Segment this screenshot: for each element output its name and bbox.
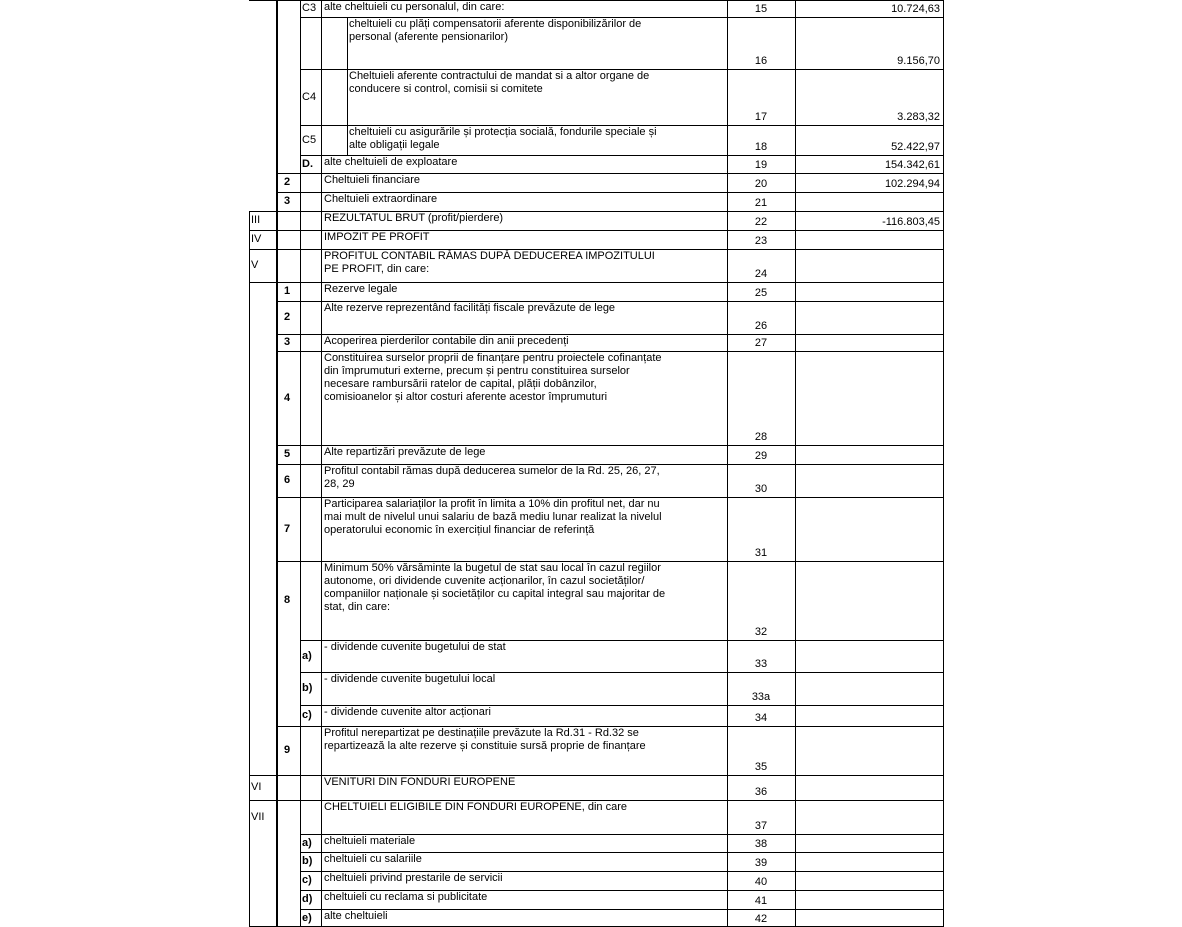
row-code: 21 <box>754 197 768 209</box>
row-value <box>796 282 940 300</box>
row-code: 30 <box>754 483 768 495</box>
grid-line-v <box>943 0 944 927</box>
row-text: REZULTATUL BRUT (profit/pierdere) <box>324 212 504 224</box>
row-code: 39 <box>754 857 768 869</box>
row-text: cheltuieli cu reclama si publicitate <box>324 891 488 903</box>
row-text: alte cheltuieli cu personalul, din care: <box>324 1 505 13</box>
row-sub: d) <box>302 893 313 905</box>
row-roman: IV <box>251 233 262 245</box>
row-text: VENITURI DIN FONDURI EUROPENE <box>324 776 516 788</box>
row-text: Alte repartizări prevăzute de lege <box>324 446 486 458</box>
row-code: 23 <box>754 235 768 247</box>
row-text: Cheltuieli aferente contractului de mandat si a altor organe de conducere si control, comisii si comitete <box>349 70 650 95</box>
row-value <box>796 640 940 671</box>
row-number: 3 <box>284 336 291 348</box>
row-text: alte cheltuieli <box>324 910 388 922</box>
row-value <box>796 464 940 496</box>
row-code: 28 <box>754 431 768 443</box>
row-sub: c) <box>302 874 312 886</box>
row-value <box>796 852 940 870</box>
row-text: alte cheltuieli de exploatare <box>324 156 458 168</box>
row-sub: b) <box>302 682 313 694</box>
row-text: CHELTUIELI ELIGIBILE DIN FONDURI EUROPENE, din care <box>324 801 627 813</box>
row-value <box>796 834 940 851</box>
row-code: 19 <box>754 159 768 171</box>
row-sub: D. <box>302 157 313 170</box>
row-value <box>796 445 940 463</box>
row-code: 34 <box>754 712 768 724</box>
row-value <box>796 775 940 799</box>
row-text: - dividende cuvenite altor acționari <box>324 706 491 718</box>
row-code: 16 <box>754 55 768 67</box>
row-value <box>796 909 940 926</box>
row-text: Participarea salariaților la profit în limita a 10% din profitul net, dar nu mai mult de nivelul unui salariu de bază mediu lunar realizat la nivelul operatorului economic în exercițiul financiar de referință <box>324 498 662 536</box>
row-code: 25 <box>754 287 768 299</box>
row-value: 52.422,97 <box>891 141 940 153</box>
row-code: 35 <box>754 761 768 773</box>
row-value: 10.724,63 <box>891 3 940 15</box>
row-text: cheltuieli privind prestarile de servicii <box>324 872 503 884</box>
row-text: Alte rezerve reprezentând facilități fiscale prevăzute de lege <box>324 302 616 314</box>
row-text: - dividende cuvenite bugetului local <box>324 673 496 685</box>
row-value <box>796 351 940 444</box>
row-sub: a) <box>302 649 312 662</box>
row-text: Profitul contabil rămas după deducerea sumelor de la Rd. 25, 26, 27, 28, 29 <box>324 465 660 490</box>
row-sub: b) <box>302 855 313 867</box>
row-roman: VII <box>251 810 265 823</box>
row-text: Constituirea surselor proprii de finanțare pentru proiectele cofinanțate din împrumuturi externe, precum și pentru constituirea surselor necesare rambursării ratelor de capital, plății dobânzilor, comisioanelor și altor costuri aferente acestor împrumuturi <box>324 352 662 403</box>
row-code: 18 <box>754 141 768 153</box>
grid-line-v <box>277 0 278 927</box>
row-code: 24 <box>754 268 768 280</box>
row-value: 154.342,61 <box>884 159 940 171</box>
grid-line-v <box>347 17 348 155</box>
row-text: cheltuieli cu salariile <box>324 853 422 865</box>
row-code: 40 <box>754 876 768 888</box>
row-sub: e) <box>302 911 312 924</box>
row-value <box>796 301 940 333</box>
row-text: IMPOZIT PE PROFIT <box>324 231 430 243</box>
row-roman: V <box>251 259 259 271</box>
row-value: 9.156,70 <box>897 55 940 67</box>
row-text: Cheltuieli financiare <box>324 174 420 186</box>
row-sub: a) <box>302 836 312 849</box>
row-code: 17 <box>754 111 768 123</box>
row-text: Minimum 50% vărsăminte la bugetul de stat sau local în cazul regiilor autonome, ori dividende cuvenite acționarilor, în cazul societăților/ companiilor naționale și societăților cu capital integral sau majoritar de stat, din care: <box>324 562 666 613</box>
row-value: 102.294,94 <box>884 178 940 190</box>
row-value <box>796 230 940 248</box>
grid-line-v <box>727 0 728 927</box>
row-value <box>796 672 940 704</box>
row-sub: C4 <box>302 90 317 103</box>
row-number: 2 <box>284 176 291 188</box>
row-code: 37 <box>754 820 768 832</box>
row-value <box>796 334 940 350</box>
row-number: 9 <box>284 744 291 756</box>
row-text: cheltuieli cu asigurările și protecția socială, fondurile speciale și alte obligații legale <box>349 126 657 151</box>
row-number: 8 <box>284 594 291 606</box>
row-code: 31 <box>754 547 768 559</box>
row-text: Cheltuieli extraordinare <box>324 193 438 205</box>
row-text: Acoperirea pierderilor contabile din anii precedenți <box>324 335 569 347</box>
row-number: 2 <box>284 311 291 323</box>
row-value <box>796 890 940 908</box>
row-number: 4 <box>284 391 291 404</box>
row-text: cheltuieli materiale <box>324 835 416 847</box>
row-text: PROFITUL CONTABIL RĂMAS DUPĂ DEDUCEREA IMPOZITULUI PE PROFIT, din care: <box>324 250 655 275</box>
row-code: 15 <box>754 3 768 15</box>
row-roman: III <box>251 214 261 226</box>
row-code: 36 <box>754 786 768 798</box>
row-value <box>796 497 940 560</box>
row-sub: c) <box>302 709 312 721</box>
grid-line-v <box>300 0 301 927</box>
row-code: 26 <box>754 320 768 332</box>
row-code: 42 <box>754 913 768 925</box>
row-code: 32 <box>754 626 768 638</box>
row-value <box>796 561 940 639</box>
row-text: - dividende cuvenite bugetului de stat <box>324 641 506 653</box>
row-value <box>796 192 940 210</box>
row-sub: C5 <box>302 133 317 146</box>
row-number: 6 <box>284 474 291 486</box>
row-sub: C3 <box>302 2 317 14</box>
row-value: 3.283,32 <box>897 111 940 123</box>
row-text: Rezerve legale <box>324 283 398 295</box>
row-code: 29 <box>754 450 768 462</box>
row-value <box>796 726 940 774</box>
row-value <box>796 800 940 833</box>
row-code: 33a <box>751 691 771 703</box>
row-code: 27 <box>754 337 768 349</box>
grid-line-v <box>795 0 796 927</box>
row-code: 33 <box>754 658 768 670</box>
grid-line-v <box>249 211 250 927</box>
row-value <box>796 705 940 725</box>
row-code: 41 <box>754 895 768 907</box>
row-code: 20 <box>754 178 768 190</box>
row-text: cheltuieli cu plăți compensatorii aferente disponibilizărilor de personal (aferente pensionarilor) <box>349 18 642 43</box>
row-number: 3 <box>284 195 291 207</box>
row-value <box>796 249 940 281</box>
row-value: -116.803,45 <box>882 216 940 228</box>
row-roman: VI <box>251 781 262 793</box>
row-number: 7 <box>284 522 291 535</box>
row-code: 22 <box>754 216 768 228</box>
row-number: 1 <box>284 285 291 297</box>
row-value <box>796 871 940 889</box>
grid-line-v <box>321 0 322 927</box>
row-code: 38 <box>754 838 768 850</box>
row-text: Profitul nerepartizat pe destinațiile prevăzute la Rd.31 - Rd.32 se repartizează la alte rezerve și constituie sursă proprie de finanțare <box>324 727 646 752</box>
row-number: 5 <box>284 448 291 460</box>
